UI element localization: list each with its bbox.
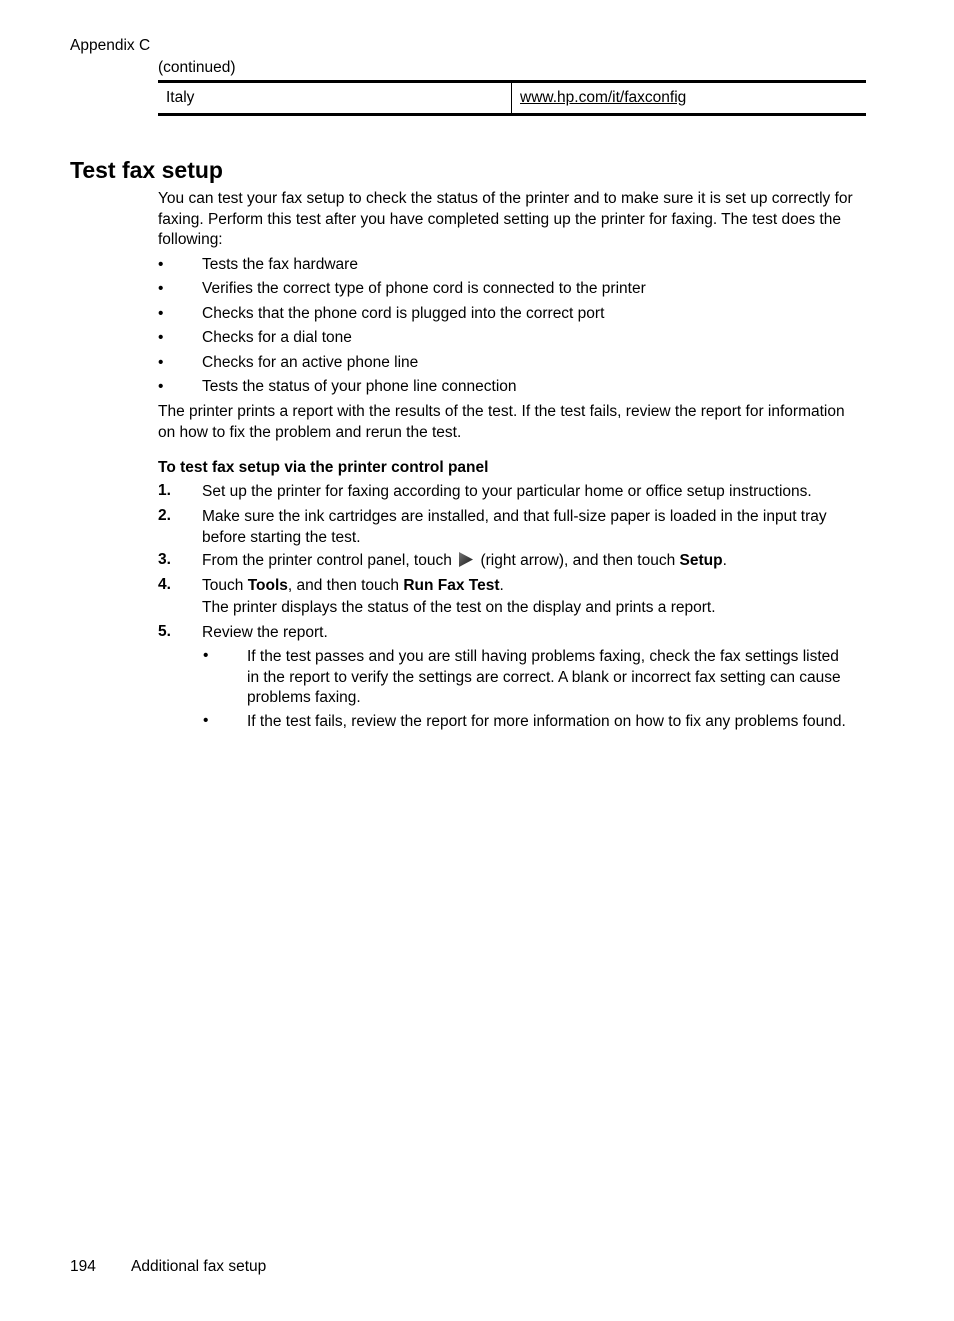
step-text-part: Touch bbox=[202, 577, 244, 594]
table-column-divider bbox=[511, 83, 512, 113]
step-number: 4. bbox=[158, 576, 171, 593]
bullet-glyph: • bbox=[158, 329, 164, 346]
sub-list-item: If the test fails, review the report for more information on how to fix any problems found. bbox=[247, 713, 846, 730]
list-item: Checks for an active phone line bbox=[202, 354, 419, 371]
step-text: Make sure the ink cartridges are installed, and that full-size paper is loaded in the input tray before starting the test. bbox=[202, 508, 827, 546]
running-head: Appendix C bbox=[70, 37, 151, 54]
footer-section-title: Additional fax setup bbox=[131, 1258, 267, 1275]
country-url-table bbox=[158, 80, 866, 116]
sub-list-item: If the test passes and you are still having problems faxing, check the fax settings listed in the report to verify the settings are correct. A blank or incorrect fax setting can cause problems faxing. bbox=[247, 648, 841, 706]
faxconfig-link[interactable]: www.hp.com/it/faxconfig bbox=[520, 89, 687, 106]
tools-label: Tools bbox=[247, 577, 288, 594]
table-cell-url[interactable] bbox=[520, 83, 686, 113]
bullet-glyph: • bbox=[158, 354, 164, 371]
list-item: Checks that the phone cord is plugged into the correct port bbox=[202, 305, 605, 322]
step-number: 3. bbox=[158, 551, 171, 568]
bullet-glyph: • bbox=[203, 712, 209, 729]
table-continued-label: (continued) bbox=[158, 59, 236, 76]
right-arrow-icon bbox=[458, 551, 474, 568]
page-number: 194 bbox=[70, 1258, 96, 1275]
intro-paragraph: You can test your fax setup to check the status of the printer and to make sure it is set up correctly for faxing. Perform this test after you have completed setting up the printer for faxing. The test does the following: bbox=[158, 190, 853, 248]
list-item: Tests the status of your phone line connection bbox=[202, 378, 517, 395]
table-cell-country: Italy bbox=[166, 89, 195, 106]
step-text-part: . bbox=[499, 577, 504, 594]
step-text-part: , and then touch bbox=[287, 577, 400, 594]
bullet-glyph: • bbox=[158, 305, 164, 322]
list-item: Verifies the correct type of phone cord is connected to the printer bbox=[202, 280, 646, 297]
setup-label: Setup bbox=[679, 552, 723, 569]
step-text bbox=[202, 551, 867, 572]
bullet-glyph: • bbox=[158, 256, 164, 273]
list-item: Tests the fax hardware bbox=[202, 256, 358, 273]
step-number: 1. bbox=[158, 482, 171, 499]
step-number: 2. bbox=[158, 507, 171, 524]
step-text bbox=[202, 576, 867, 597]
step-note: The printer displays the status of the test on the display and prints a report. bbox=[202, 599, 716, 616]
procedure-heading: To test fax setup via the printer control panel bbox=[158, 459, 489, 476]
run-fax-test-label: Run Fax Test bbox=[403, 577, 500, 594]
section-title: Test fax setup bbox=[70, 157, 223, 183]
summary-paragraph: The printer prints a report with the results of the test. If the test fails, review the report for information on how to fix the problem and rerun the test. bbox=[158, 403, 845, 441]
list-item: Checks for a dial tone bbox=[202, 329, 352, 346]
step-text: Review the report. bbox=[202, 624, 328, 641]
step-text: Set up the printer for faxing according to your particular home or office setup instructions. bbox=[202, 483, 812, 500]
step-number: 5. bbox=[158, 623, 171, 640]
step-text-part: (right arrow), and then touch bbox=[480, 552, 676, 569]
bullet-glyph: • bbox=[158, 280, 164, 297]
bullet-glyph: • bbox=[158, 378, 164, 395]
step-text-part: . bbox=[722, 552, 727, 569]
step-text-part: From the printer control panel, touch bbox=[202, 552, 452, 569]
bullet-glyph: • bbox=[203, 647, 209, 664]
